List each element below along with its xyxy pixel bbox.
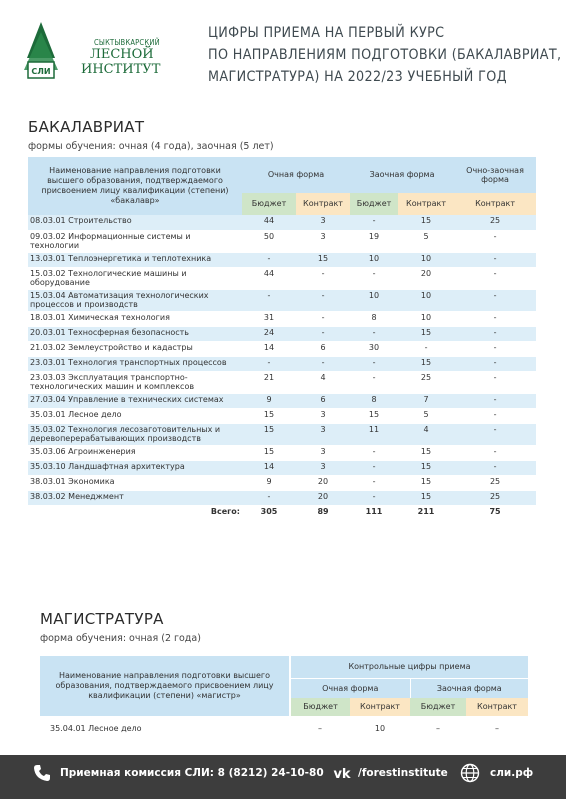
bachelor-heading: БАКАЛАВРИАТ [28, 118, 145, 136]
master-part-budget-header: Бюджет [410, 698, 466, 716]
bachelor-full-budget: 50 [242, 230, 296, 252]
bachelor-row-name: 35.03.02 Технология лесозаготовительных и деревоперерабатывающих производств [28, 423, 242, 445]
bachelor-part-budget: - [350, 445, 398, 460]
bachelor-full-contract: 3 [296, 408, 350, 423]
bachelor-part-budget: - [350, 215, 398, 230]
bachelor-full-budget: 44 [242, 215, 296, 230]
table-row [28, 475, 536, 490]
bachelor-row-name: 15.03.04 Автоматизация технологических процессов и производств [28, 289, 242, 311]
bachelor-mixed-contract: - [454, 460, 536, 475]
bachelor-mixed-contract: 25 [454, 475, 536, 490]
bachelor-table [28, 157, 536, 521]
table-row [28, 311, 536, 326]
bachelor-part-contract: 15 [398, 326, 454, 341]
title-line-2: ПО НАПРАВЛЕНИЯМ ПОДГОТОВКИ (БАКАЛАВРИАТ, [208, 47, 562, 63]
page-title [208, 22, 562, 88]
svg-text:СЛИ: СЛИ [31, 67, 51, 76]
bachelor-full-contract: 6 [296, 341, 350, 356]
bachelor-full-contract: 3 [296, 423, 350, 445]
bachelor-mixed-contract: - [454, 289, 536, 311]
tree-logo-icon [22, 22, 60, 82]
bachelor-row-name: 23.03.03 Эксплуатация транспортно-технологических машин и комплексов [28, 371, 242, 393]
bachelor-full-contract: 20 [296, 475, 350, 490]
bachelor-part-budget: 11 [350, 423, 398, 445]
bachelor-full-contract: - [296, 356, 350, 371]
bachelor-part-budget: - [350, 326, 398, 341]
master-full-contract-header: Контракт [350, 698, 410, 716]
bachelor-full-contract: 3 [296, 445, 350, 460]
bachelor-row-name: 21.03.02 Землеустройство и кадастры [28, 341, 242, 356]
master-table [40, 656, 528, 740]
bachelor-full-contract: - [296, 311, 350, 326]
bachelor-part-budget: - [350, 490, 398, 505]
bachelor-row-name: 09.03.02 Информационные системы и технологии [28, 230, 242, 252]
bachelor-full-budget: 24 [242, 326, 296, 341]
bachelor-mixed-contract: 25 [454, 490, 536, 505]
bachelor-mixed-contract: - [454, 311, 536, 326]
bachelor-full-budget: - [242, 490, 296, 505]
bachelor-full-contract: - [296, 289, 350, 311]
total-fb: 305 [242, 505, 296, 521]
bachelor-mixed-contract: - [454, 326, 536, 341]
bachelor-part-budget: 8 [350, 311, 398, 326]
institute-logo [18, 22, 198, 84]
bachelor-part-contract: 15 [398, 215, 454, 230]
bachelor-part-contract: 20 [398, 267, 454, 289]
bachelor-full-contract: 3 [296, 460, 350, 475]
bachelor-part-contract: - [398, 341, 454, 356]
page-footer [0, 755, 566, 799]
bachelor-row-name: 15.03.02 Технологические машины и оборудование [28, 267, 242, 289]
table-row [28, 356, 536, 371]
bachelor-mixed-contract-header: Контракт [454, 193, 536, 215]
bachelor-full-contract-header: Контракт [296, 193, 350, 215]
bachelor-forms: формы обучения: очная (4 года), заочная (5 лет) [28, 141, 274, 152]
master-row-part-budget: – [436, 724, 440, 733]
master-heading: МАГИСТРАТУРА [40, 610, 164, 628]
bachelor-part-budget: - [350, 371, 398, 393]
bachelor-full-contract: - [296, 326, 350, 341]
bachelor-mixed-contract: 25 [454, 215, 536, 230]
bachelor-part-contract: 10 [398, 252, 454, 267]
bachelor-mixed-contract: - [454, 445, 536, 460]
bachelor-full-contract: 15 [296, 252, 350, 267]
table-row [28, 460, 536, 475]
bachelor-full-budget: 44 [242, 267, 296, 289]
bachelor-full-contract: 4 [296, 371, 350, 393]
bachelor-part-contract: 7 [398, 393, 454, 408]
bachelor-part-contract-header: Контракт [398, 193, 454, 215]
totals-row [28, 505, 536, 521]
bachelor-mixed-contract: - [454, 230, 536, 252]
totals-label: Всего: [28, 505, 242, 521]
bachelor-part-budget: 19 [350, 230, 398, 252]
bachelor-row-name: 38.03.01 Экономика [28, 475, 242, 490]
master-row-part-contract: – [495, 724, 499, 733]
table-row [40, 716, 528, 740]
vk-link[interactable]: /forestinstitute [358, 767, 448, 779]
title-line-1: ЦИФРЫ ПРИЕМА НА ПЕРВЫЙ КУРС [208, 25, 445, 41]
bachelor-full-contract: 3 [296, 230, 350, 252]
table-row [28, 252, 536, 267]
table-row [28, 423, 536, 445]
bachelor-col-name-header: Наименование направления подготовки высшего образования, подтверждаемого присвоением лицу квалификации (степени) «бакалавр» [28, 157, 242, 215]
total-fc: 89 [296, 505, 350, 521]
svg-text:vk: vk [333, 767, 351, 782]
master-forms: форма обучения: очная (2 года) [40, 633, 201, 644]
bachelor-part-contract: 15 [398, 356, 454, 371]
bachelor-full-budget: 14 [242, 460, 296, 475]
website-link[interactable]: сли.рф [490, 767, 534, 779]
total-mc: 75 [454, 505, 536, 521]
master-row-full-budget: – [318, 724, 322, 733]
bachelor-mixed-contract: - [454, 423, 536, 445]
logo-line-3: ИНСТИТУТ [81, 62, 161, 77]
bachelor-full-budget: - [242, 289, 296, 311]
bachelor-mixed-contract: - [454, 267, 536, 289]
bachelor-full-budget: 9 [242, 475, 296, 490]
bachelor-mixed-contract: - [454, 252, 536, 267]
bachelor-part-contract: 10 [398, 289, 454, 311]
bachelor-part-contract: 10 [398, 311, 454, 326]
bachelor-part-budget: 15 [350, 408, 398, 423]
logo-line-1: СЫКТЫВКАРСКИЙ [94, 38, 160, 47]
bachelor-full-budget-header: Бюджет [242, 193, 296, 215]
bachelor-group-mixed: Очно-заочная форма [454, 157, 536, 193]
vk-icon [330, 763, 354, 783]
master-part-contract-header: Контракт [466, 698, 528, 716]
total-pc: 211 [398, 505, 454, 521]
master-full-budget-header: Бюджет [290, 698, 350, 716]
bachelor-part-budget: 10 [350, 289, 398, 311]
bachelor-full-budget: 31 [242, 311, 296, 326]
bachelor-row-name: 13.03.01 Теплоэнергетика и теплотехника [28, 252, 242, 267]
table-row [28, 326, 536, 341]
bachelor-row-name: 35.03.06 Агроинженерия [28, 445, 242, 460]
table-row [28, 445, 536, 460]
title-line-3: МАГИСТРАТУРА) НА 2022/23 УЧЕБНЫЙ ГОД [208, 69, 507, 85]
bachelor-part-budget: - [350, 356, 398, 371]
bachelor-row-name: 27.03.04 Управление в технических системах [28, 393, 242, 408]
admissions-phone: Приемная комиссия СЛИ: 8 (8212) 24-10-80 [60, 767, 324, 779]
page-header [0, 0, 566, 105]
bachelor-row-name: 23.03.01 Технология транспортных процессов [28, 356, 242, 371]
bachelor-part-contract: 5 [398, 230, 454, 252]
bachelor-full-budget: 15 [242, 445, 296, 460]
table-row [28, 230, 536, 252]
bachelor-row-name: 20.03.01 Техносферная безопасность [28, 326, 242, 341]
bachelor-part-contract: 25 [398, 371, 454, 393]
table-row [28, 289, 536, 311]
bachelor-row-name: 38.03.02 Менеджмент [28, 490, 242, 505]
bachelor-mixed-contract: - [454, 393, 536, 408]
table-row [28, 267, 536, 289]
bachelor-part-budget: - [350, 267, 398, 289]
bachelor-full-budget: 15 [242, 423, 296, 445]
bachelor-row-name: 08.03.01 Строительство [28, 215, 242, 230]
phone-icon [32, 763, 52, 783]
bachelor-full-contract: - [296, 267, 350, 289]
bachelor-row-name: 35.03.01 Лесное дело [28, 408, 242, 423]
bachelor-part-contract: 4 [398, 423, 454, 445]
bachelor-mixed-contract: - [454, 356, 536, 371]
table-row [28, 341, 536, 356]
globe-icon [460, 763, 480, 783]
table-row [28, 490, 536, 505]
bachelor-group-full: Очная форма [242, 157, 350, 193]
bachelor-full-budget: 21 [242, 371, 296, 393]
master-row-full-contract: 10 [374, 724, 386, 733]
bachelor-part-budget-header: Бюджет [350, 193, 398, 215]
table-row [28, 371, 536, 393]
bachelor-part-budget: 10 [350, 252, 398, 267]
bachelor-full-budget: 9 [242, 393, 296, 408]
table-row [28, 393, 536, 408]
bachelor-part-contract: 15 [398, 490, 454, 505]
bachelor-part-contract: 15 [398, 445, 454, 460]
table-row [28, 215, 536, 230]
bachelor-full-budget: 15 [242, 408, 296, 423]
bachelor-full-contract: 3 [296, 215, 350, 230]
bachelor-group-part: Заочная форма [350, 157, 454, 193]
bachelor-part-budget: - [350, 460, 398, 475]
bachelor-full-contract: 20 [296, 490, 350, 505]
bachelor-part-budget: 8 [350, 393, 398, 408]
bachelor-row-name: 35.03.10 Ландшафтная архитектура [28, 460, 242, 475]
bachelor-part-budget: - [350, 475, 398, 490]
bachelor-full-contract: 6 [296, 393, 350, 408]
master-col-name-header: Наименование направления подготовки высшего образования, подтверждаемого присвоением лицу квалификации (степени) «магистр» [40, 656, 290, 716]
bachelor-part-contract: 15 [398, 475, 454, 490]
bachelor-full-budget: 14 [242, 341, 296, 356]
logo-line-2: ЛЕСНОЙ [90, 47, 154, 62]
master-row-name: 35.04.01 Лесное дело [50, 724, 142, 733]
master-control-header: Контрольные цифры приема [290, 656, 528, 678]
bachelor-part-budget: 30 [350, 341, 398, 356]
bachelor-full-budget: - [242, 356, 296, 371]
bachelor-mixed-contract: - [454, 371, 536, 393]
bachelor-part-contract: 5 [398, 408, 454, 423]
total-pb: 111 [350, 505, 398, 521]
bachelor-row-name: 18.03.01 Химическая технология [28, 311, 242, 326]
bachelor-full-budget: - [242, 252, 296, 267]
table-row [28, 408, 536, 423]
master-group-part: Заочная форма [410, 678, 528, 698]
bachelor-mixed-contract: - [454, 408, 536, 423]
bachelor-mixed-contract: - [454, 341, 536, 356]
master-group-full: Очная форма [290, 678, 410, 698]
bachelor-part-contract: 15 [398, 460, 454, 475]
